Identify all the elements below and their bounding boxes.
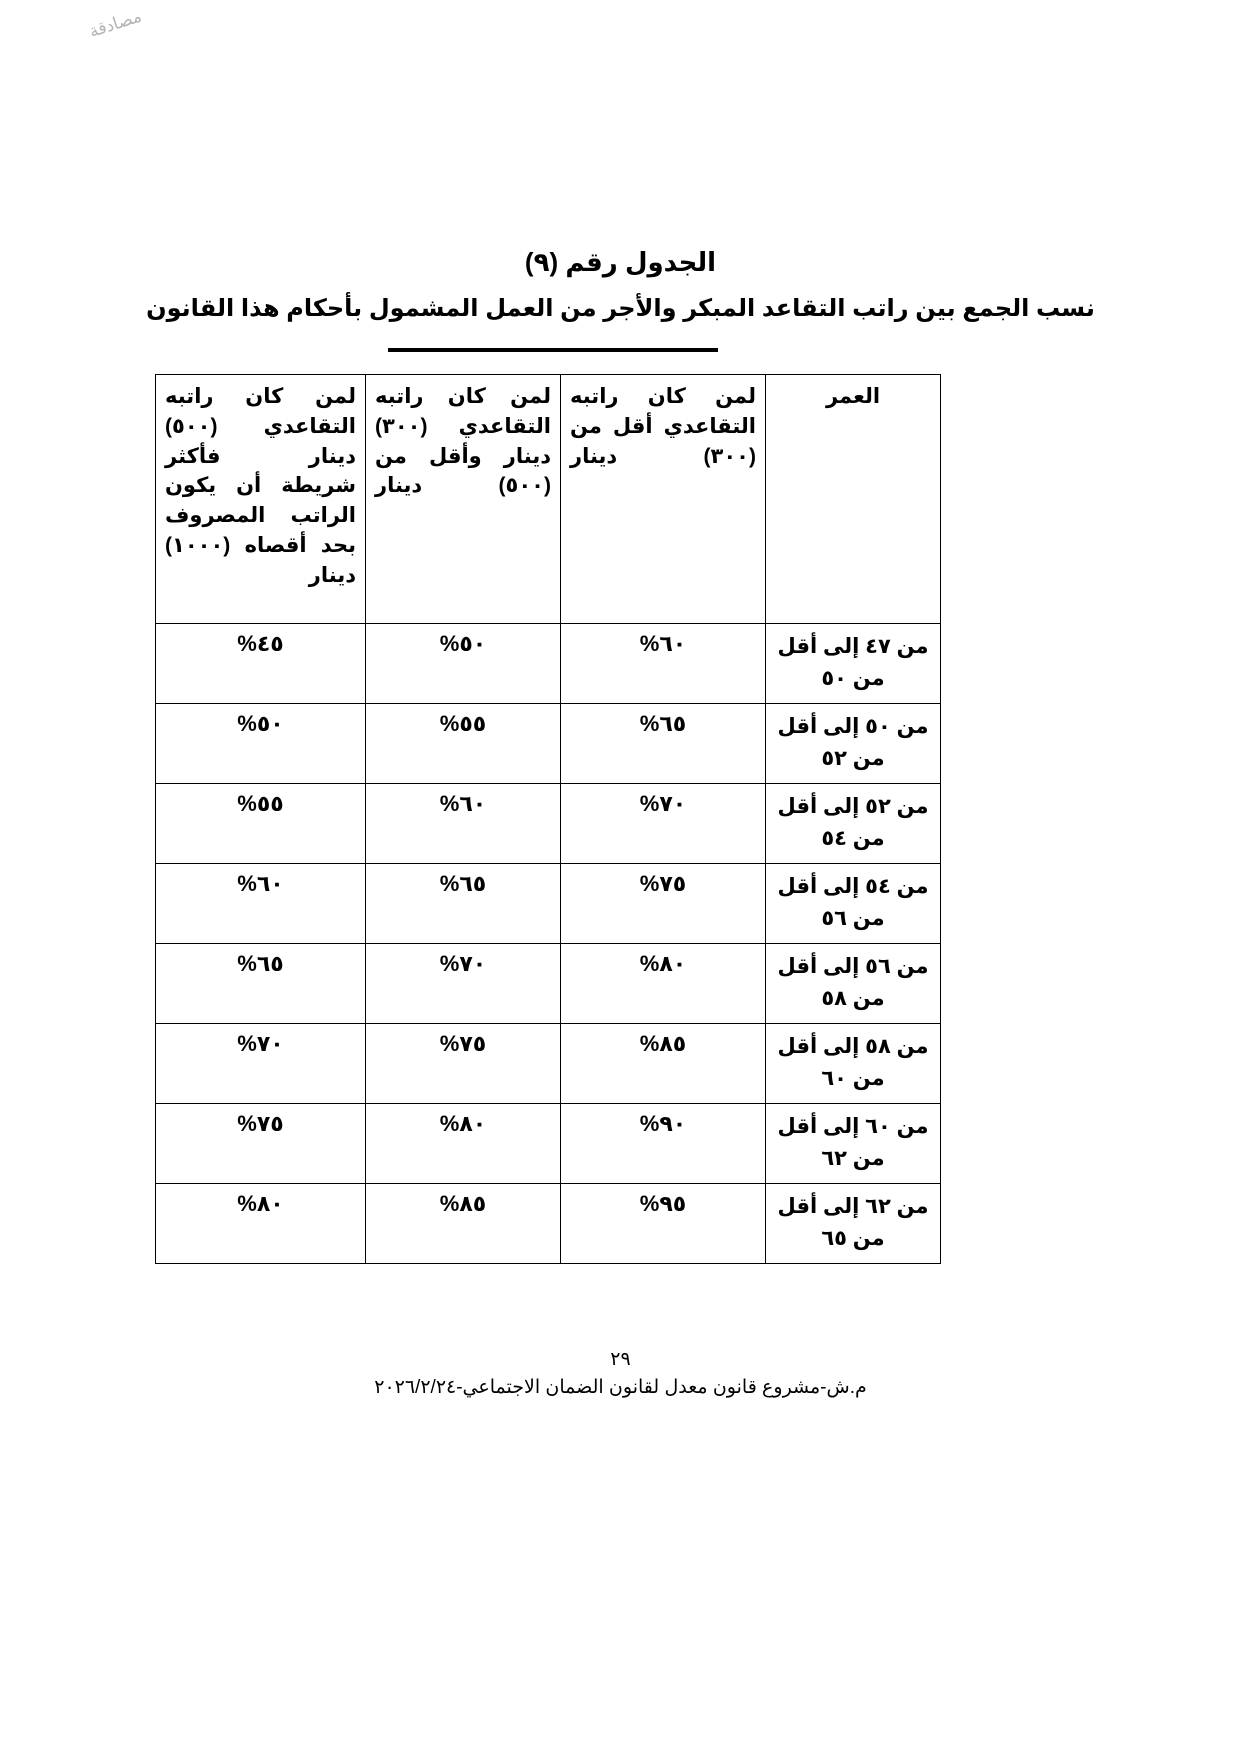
cell-age: من ٥٠ إلى أقل من ٥٢ [766,704,941,784]
table-container [157,374,941,1264]
cell-below-300: %٧٥ [561,864,766,944]
cell-age: من ٦٢ إلى أقل من ٦٥ [766,1184,941,1264]
cell-below-300: %٩٥ [561,1184,766,1264]
column-header-between-300-500: لمن كان راتبه التقاعدي (٣٠٠) دينار وأقل من (٥٠٠) دينار [366,375,561,624]
table-row [156,1104,941,1184]
footer-note: م.ش-مشروع قانون معدل لقانون الضمان الاجتماعي-٢٠٢٦/٢/٢٤ [374,1377,867,1398]
table-row [156,784,941,864]
title-underline-rule [388,348,718,352]
table-row [156,704,941,784]
cell-below-300: %٨٠ [561,944,766,1024]
page-subtitle: نسب الجمع بين راتب التقاعد المبكر والأجر من العمل المشمول بأحكام هذا القانون [146,295,1095,322]
cell-above-500: %٦٠ [156,864,366,944]
table-row [156,1024,941,1104]
cell-above-500: %٧٠ [156,1024,366,1104]
table-header-row [156,375,941,624]
cell-between-300-500: %٦٠ [366,784,561,864]
cell-between-300-500: %٧٥ [366,1024,561,1104]
page-number: ٢٩ [610,1349,631,1370]
cell-age: من ٥٤ إلى أقل من ٥٦ [766,864,941,944]
cell-below-300: %٨٥ [561,1024,766,1104]
column-header-age: العمر [766,375,941,624]
pension-rates-table [155,374,941,1264]
table-row [156,864,941,944]
cell-below-300: %٧٠ [561,784,766,864]
cell-below-300: %٦٥ [561,704,766,784]
cell-between-300-500: %٥٠ [366,624,561,704]
cell-between-300-500: %٥٥ [366,704,561,784]
cell-below-300: %٩٠ [561,1104,766,1184]
handwritten-annotation: مصادقة [86,6,145,43]
table-row [156,944,941,1024]
cell-age: من ٥٦ إلى أقل من ٥٨ [766,944,941,1024]
cell-above-500: %٧٥ [156,1104,366,1184]
cell-age: من ٥٨ إلى أقل من ٦٠ [766,1024,941,1104]
table-row [156,624,941,704]
column-header-above-500: لمن كان راتبه التقاعدي (٥٠٠) دينار فأكثر شريطة أن يكون الراتب المصروف بحد أقصاه (١٠٠٠) دينار [156,375,366,624]
table-header [156,375,941,624]
cell-age: من ٥٢ إلى أقل من ٥٤ [766,784,941,864]
cell-between-300-500: %٨٥ [366,1184,561,1264]
cell-between-300-500: %٨٠ [366,1104,561,1184]
cell-age: من ٦٠ إلى أقل من ٦٢ [766,1104,941,1184]
table-row [156,1184,941,1264]
cell-age: من ٤٧ إلى أقل من ٥٠ [766,624,941,704]
cell-above-500: %٦٥ [156,944,366,1024]
cell-above-500: %٥٠ [156,704,366,784]
page-title: الجدول رقم (٩) [524,247,717,277]
cell-between-300-500: %٧٠ [366,944,561,1024]
cell-below-300: %٦٠ [561,624,766,704]
cell-between-300-500: %٦٥ [366,864,561,944]
cell-above-500: %٥٥ [156,784,366,864]
cell-above-500: %٨٠ [156,1184,366,1264]
column-header-below-300: لمن كان راتبه التقاعدي أقل من (٣٠٠) دينار [561,375,766,624]
table-body [156,624,941,1264]
cell-above-500: %٤٥ [156,624,366,704]
